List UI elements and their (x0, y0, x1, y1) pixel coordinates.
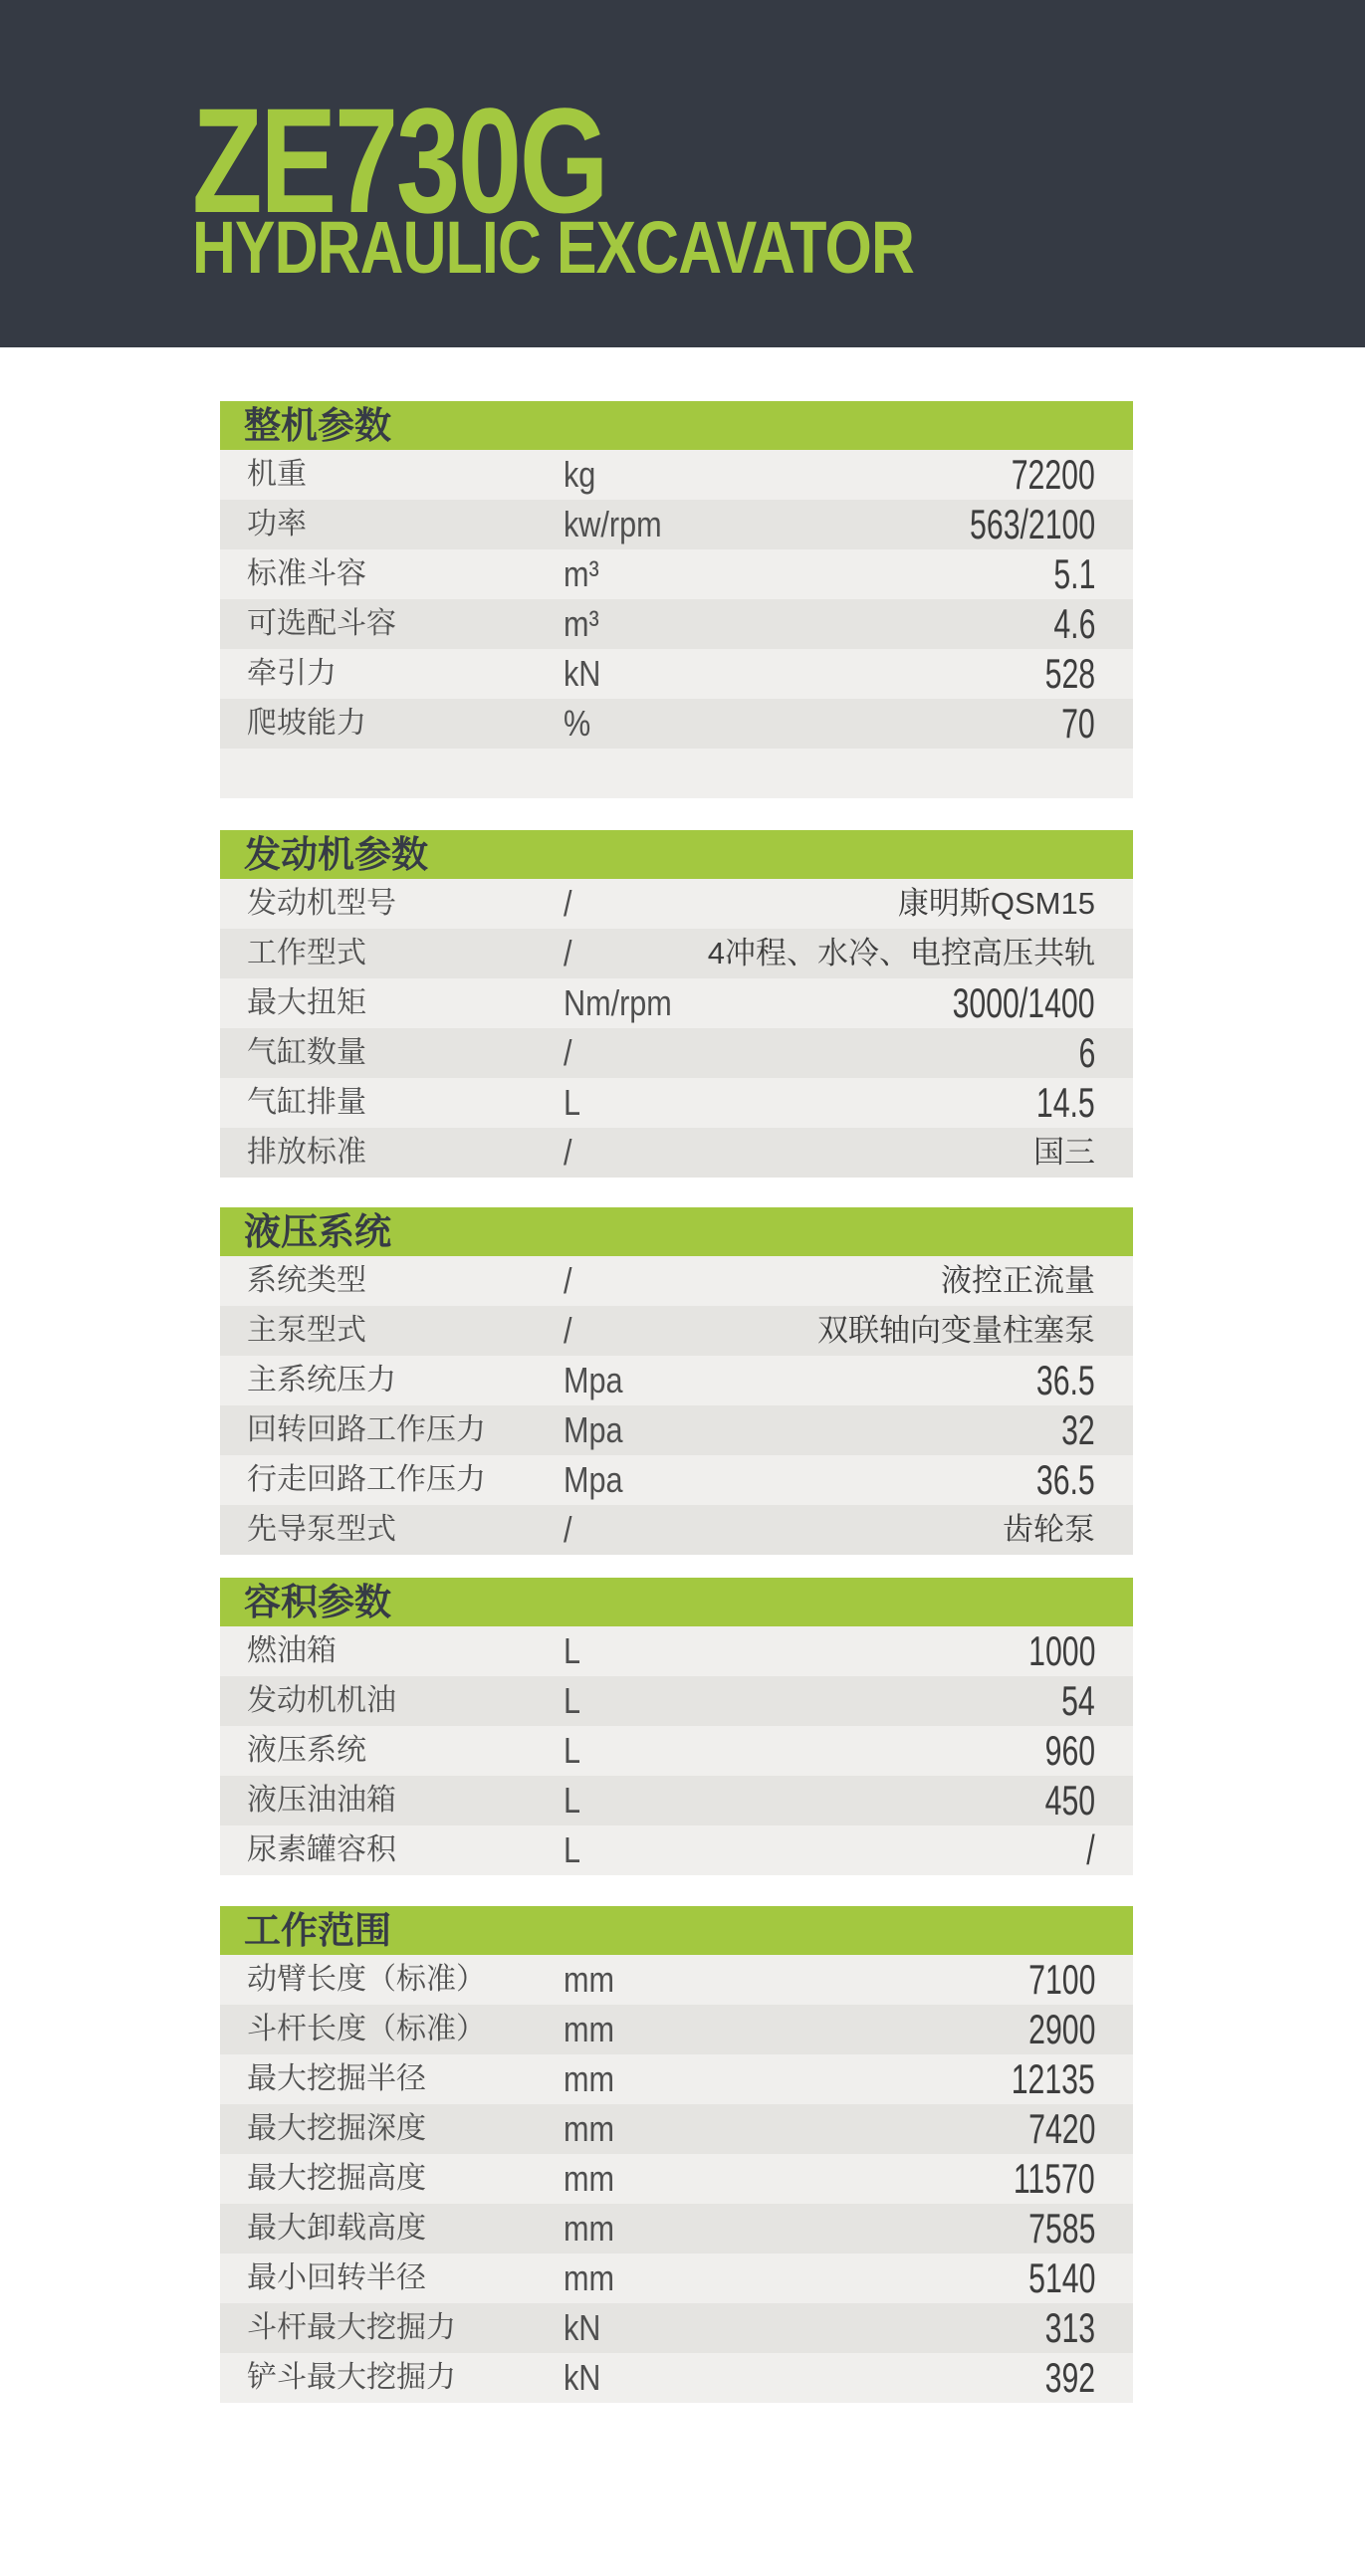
row-value: 11570 (1014, 2155, 1095, 2202)
table-overall-params (220, 401, 1133, 798)
table-header-band (220, 830, 1133, 879)
table-row (220, 1505, 1133, 1555)
row-label: 主系统压力 (247, 1364, 396, 1396)
row-label: 工作型式 (247, 937, 366, 969)
row-unit: kN (564, 653, 601, 694)
row-unit: L (564, 1082, 581, 1123)
row-unit: L (564, 1780, 581, 1821)
table-title: 整机参数 (244, 405, 391, 446)
row-unit: m³ (564, 553, 599, 594)
row-label: 最大挖掘半径 (247, 2062, 426, 2095)
row-label: 牵引力 (247, 657, 337, 690)
table-row (220, 2254, 1133, 2303)
product-model-title: ZE730G (192, 77, 607, 244)
row-value: 7100 (1027, 1956, 1095, 2003)
hero-banner (0, 0, 1365, 347)
row-value: 4.6 (1052, 600, 1095, 647)
row-value: 392 (1044, 2354, 1095, 2401)
row-label: 最小回转半径 (247, 2261, 426, 2294)
row-value: 5140 (1027, 2254, 1095, 2301)
row-value: 1000 (1027, 1627, 1095, 1674)
row-label: 爬坡能力 (247, 707, 366, 740)
table-header-band (220, 1578, 1133, 1626)
row-value: 双联轴向变量柱塞泵 (817, 1313, 1095, 1348)
row-label: 气缸数量 (247, 1036, 366, 1069)
row-unit: kw/rpm (564, 504, 662, 544)
row-unit: kg (564, 454, 596, 495)
table-row (220, 1726, 1133, 1776)
row-unit: L (564, 1730, 581, 1771)
table-header-band (220, 1207, 1133, 1256)
table-hydraulic-system (220, 1207, 1133, 1555)
row-label: 主泵型式 (247, 1314, 366, 1347)
table-row (220, 1825, 1133, 1875)
row-unit: Mpa (564, 1459, 623, 1500)
table-volume-params (220, 1578, 1133, 1875)
row-label: 行走回路工作压力 (247, 1463, 486, 1496)
row-unit: Mpa (564, 1409, 623, 1450)
row-unit: mm (564, 2208, 614, 2249)
row-unit: mm (564, 1959, 614, 2000)
row-unit: kN (564, 2307, 601, 2348)
table-row (220, 2303, 1133, 2353)
table-title: 容积参数 (244, 1582, 391, 1622)
row-label: 回转回路工作压力 (247, 1413, 486, 1446)
table-header-band (220, 401, 1133, 450)
row-value: 54 (1061, 1677, 1095, 1724)
row-label: 最大挖掘深度 (247, 2112, 426, 2145)
table-row (220, 1028, 1133, 1078)
row-unit: / (564, 1509, 572, 1550)
row-value: 36.5 (1036, 1357, 1095, 1403)
table-row (220, 699, 1133, 749)
row-unit: mm (564, 2257, 614, 2298)
row-value: 6 (1078, 1029, 1095, 1076)
row-value: 563/2100 (969, 501, 1095, 547)
row-value: 7585 (1027, 2205, 1095, 2252)
row-value: 3000/1400 (953, 979, 1095, 1026)
row-value: 12135 (1011, 2055, 1095, 2102)
row-label: 燃油箱 (247, 1634, 337, 1667)
row-label: 液压系统 (247, 1734, 366, 1767)
table-row (220, 1955, 1133, 2005)
row-unit: kN (564, 2357, 601, 2398)
row-label: 排放标准 (247, 1136, 366, 1169)
row-unit: Mpa (564, 1360, 623, 1400)
row-value: / (1086, 1826, 1095, 1873)
row-label: 机重 (247, 458, 307, 491)
row-unit: / (564, 1310, 572, 1351)
row-label: 最大挖掘高度 (247, 2162, 426, 2195)
row-label: 气缸排量 (247, 1086, 366, 1119)
table-row (220, 450, 1133, 500)
row-label: 斗杆长度（标准） (247, 2013, 486, 2045)
table-row (220, 1256, 1133, 1306)
row-label: 铲斗最大挖掘力 (247, 2361, 456, 2394)
row-value: 36.5 (1036, 1456, 1095, 1503)
row-label: 标准斗容 (247, 557, 366, 590)
row-unit: / (564, 933, 572, 973)
row-value: 14.5 (1036, 1079, 1095, 1126)
row-value: 72200 (1011, 451, 1095, 498)
table-row (220, 649, 1133, 699)
row-value: 313 (1044, 2304, 1095, 2351)
table-title: 工作范围 (244, 1910, 391, 1951)
row-label: 先导泵型式 (247, 1513, 396, 1546)
row-label: 液压油油箱 (247, 1784, 396, 1817)
table-row (220, 978, 1133, 1028)
row-unit: / (564, 1260, 572, 1301)
table-row (220, 1676, 1133, 1726)
row-unit: / (564, 1032, 572, 1073)
table-title: 液压系统 (244, 1211, 391, 1252)
table-row (220, 1405, 1133, 1455)
row-value: 国三 (1033, 1135, 1095, 1170)
table-engine-params (220, 830, 1133, 1178)
table-row (220, 1776, 1133, 1825)
row-value: 4冲程、水冷、电控高压共轨 (707, 936, 1095, 970)
row-unit: Nm/rpm (564, 982, 672, 1023)
row-label: 功率 (247, 508, 307, 540)
row-label: 最大扭矩 (247, 986, 366, 1019)
row-unit: L (564, 1630, 581, 1671)
row-value: 450 (1044, 1777, 1095, 1824)
row-unit: mm (564, 2058, 614, 2099)
row-unit: mm (564, 2158, 614, 2199)
row-value: 960 (1044, 1727, 1095, 1774)
row-unit: m³ (564, 603, 599, 644)
table-row (220, 2005, 1133, 2054)
row-unit: mm (564, 2108, 614, 2149)
table-row-empty (220, 749, 1133, 798)
table-row (220, 549, 1133, 599)
table-row (220, 1306, 1133, 1356)
product-subtitle: HYDRAULIC EXCAVATOR (192, 206, 914, 289)
row-unit: / (564, 1132, 572, 1173)
table-row (220, 1626, 1133, 1676)
row-label: 发动机型号 (247, 887, 396, 920)
row-unit: / (564, 883, 572, 924)
table-row (220, 2353, 1133, 2403)
table-row (220, 2104, 1133, 2154)
row-value: 32 (1061, 1406, 1095, 1453)
table-row (220, 1078, 1133, 1128)
table-row (220, 929, 1133, 978)
table-row (220, 2154, 1133, 2204)
table-row (220, 2204, 1133, 2254)
row-label: 动臂长度（标准） (247, 1963, 486, 1996)
row-value: 5.1 (1052, 550, 1095, 597)
row-label: 尿素罐容积 (247, 1833, 396, 1866)
table-working-range (220, 1906, 1133, 2403)
row-value: 康明斯QSM15 (897, 886, 1095, 921)
row-label: 可选配斗容 (247, 607, 396, 640)
table-row (220, 1128, 1133, 1178)
row-unit: mm (564, 2009, 614, 2049)
row-value: 7420 (1027, 2105, 1095, 2152)
row-value: 70 (1061, 700, 1095, 747)
table-row (220, 1356, 1133, 1405)
row-label: 斗杆最大挖掘力 (247, 2311, 456, 2344)
table-row (220, 599, 1133, 649)
row-value: 2900 (1027, 2006, 1095, 2052)
row-value: 液控正流量 (941, 1263, 1095, 1298)
table-row (220, 1455, 1133, 1505)
row-unit: % (564, 703, 591, 744)
row-value: 528 (1044, 650, 1095, 697)
table-row (220, 879, 1133, 929)
table-header-band (220, 1906, 1133, 1955)
row-unit: L (564, 1829, 581, 1870)
row-value: 齿轮泵 (1003, 1512, 1095, 1547)
table-row (220, 2054, 1133, 2104)
row-label: 最大卸载高度 (247, 2212, 426, 2245)
table-row (220, 500, 1133, 549)
row-label: 发动机机油 (247, 1684, 396, 1717)
row-unit: L (564, 1680, 581, 1721)
table-title: 发动机参数 (244, 834, 428, 875)
row-label: 系统类型 (247, 1264, 366, 1297)
